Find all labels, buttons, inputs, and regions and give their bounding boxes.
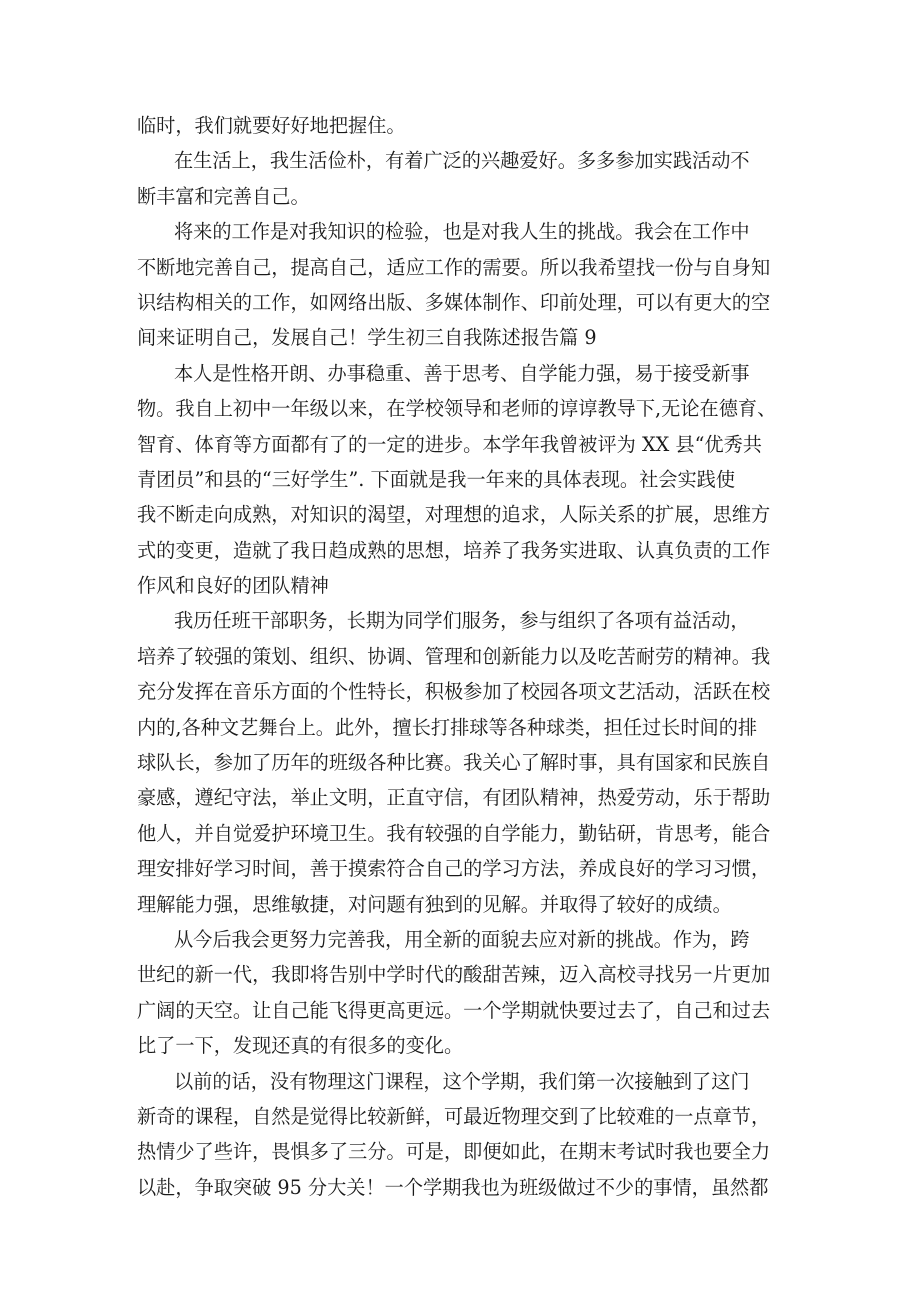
text-line: 从今后我会更努力完善我，用全新的面貌去应对新的挑战。作为，跨: [174, 927, 750, 951]
text-line: 临时，我们就要好好地把握住。: [137, 114, 406, 137]
text-line: 以赴，争取突破 95 分大关！一个学期我也为班级做过不少的事情，虽然都: [137, 1175, 769, 1199]
text-line: 世纪的新一代，我即将告别中学时代的酸甜苦辣，迈入高校寻找另一片更加: [137, 963, 771, 987]
text-line: 热情少了些许，畏惧多了三分。可是，即便如此，在期末考试时我也要全力: [137, 1140, 771, 1164]
text-line: 他人，并自觉爱护环境卫生。我有较强的自学能力，勤钻研，肯思考，能合: [137, 821, 771, 845]
document-body: [137, 108, 797, 1205]
text-line: 比了一下，发现还真的有很多的变化。: [137, 1034, 464, 1058]
text-line: 球队长，参加了历年的班级各种比赛。我关心了解时事，具有国家和民族自: [137, 751, 771, 775]
text-line: 物。我自上初中一年级以来，在学校领导和老师的谆谆教导下,无论在德育、: [137, 397, 777, 421]
text-line: 我历任班干部职务，长期为同学们服务，参与组织了各项有益活动，: [174, 609, 750, 633]
text-line: 断丰富和完善自己。: [137, 184, 310, 208]
text-line: 豪感，遵纪守法，举止文明，正直守信，有团队精神，热爱劳动，乐于帮助: [137, 786, 771, 810]
text-line: 识结构相关的工作，如网络出版、多媒体制作、印前处理，可以有更大的空: [137, 290, 771, 314]
text-line: 青团员”和县的“三好学生”. 下面就是我一年来的具体表现。社会实践使: [137, 467, 736, 491]
text-line: 不断地完善自己，提高自己，适应工作的需要。所以我希望找一份与自身知: [137, 255, 771, 279]
text-line: 理解能力强，思维敏捷，对问题有独到的见解。并取得了较好的成绩。: [137, 892, 732, 916]
text-line: 充分发挥在音乐方面的个性特长，积极参加了校园各项文艺活动，活跃在校: [137, 680, 771, 704]
text-line: 式的变更，造就了我日趋成熟的思想，培养了我务实进取、认真负责的工作: [137, 538, 771, 562]
text-line: 本人是性格开朗、办事稳重、善于思考、自学能力强，易于接受新事: [174, 361, 750, 385]
text-line: 在生活上，我生活俭朴，有着广泛的兴趣爱好。多多参加实践活动不: [174, 149, 750, 173]
text-line: 理安排好学习时间，善于摸索符合自己的学习方法，养成良好的学习习惯，: [137, 857, 771, 881]
text-line: 广阔的天空。让自己能飞得更高更远。一个学期就快要过去了，自己和过去: [137, 998, 771, 1022]
text-line: 智育、体育等方面都有了的一定的进步。本学年我曾被评为 XX 县“优秀共: [137, 432, 762, 456]
text-line: 作风和良好的团队精神: [137, 574, 329, 598]
text-line: 将来的工作是对我知识的检验，也是对我人生的挑战。我会在工作中: [174, 220, 750, 244]
text-line: 间来证明自己，发展自己！学生初三自我陈述报告篇 9: [137, 326, 597, 350]
text-line: 以前的话，没有物理这门课程，这个学期，我们第一次接触到了这门: [174, 1069, 750, 1093]
text-line: 培养了较强的策划、组织、协调、管理和创新能力以及吃苦耐劳的精神。我: [137, 644, 771, 668]
text-line: 新奇的课程，自然是觉得比较新鲜，可最近物理交到了比较难的一点章节，: [137, 1104, 771, 1128]
text-line: 我不断走向成熟，对知识的渴望，对理想的追求，人际关系的扩展，思维方: [137, 503, 771, 527]
text-line: 内的,各种文艺舞台上。此外，擅长打排球等各种球类，担任过长时间的排: [137, 715, 758, 739]
